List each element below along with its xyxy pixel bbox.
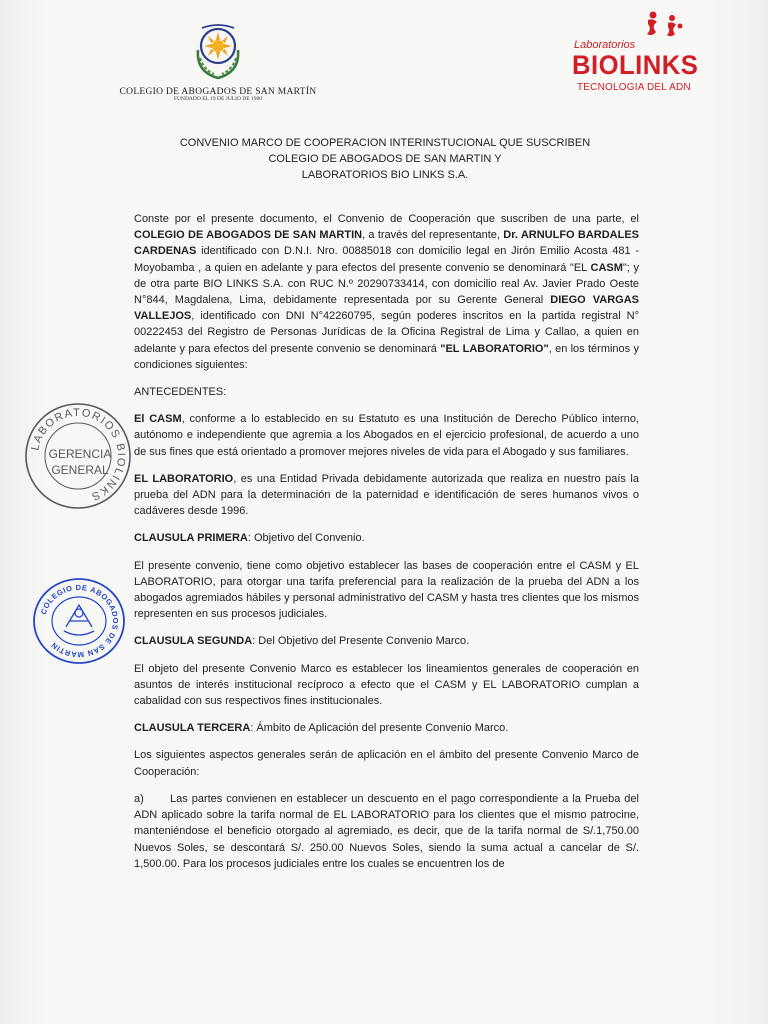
clausula-tercera-heading: CLAUSULA TERCERA: Ámbito de Aplicación del presente Convenio Marco. (134, 722, 509, 735)
gerencia-stamp-ring-text: LABORATORIOS BIOLINKS (29, 406, 128, 503)
antecedentes-heading: ANTECEDENTES: (134, 386, 227, 399)
antecedentes-laboratorio-paragraph: EL LABORATORIO, es una Entidad Privada debidamente autorizada que realiza en nuestro país la prueba del ADN para la determinación de la paternidad e identificación de seres humanos vivos o cadáveres desde 1996. (134, 472, 639, 518)
item-a-paragraph: a) Las partes convienen en establecer un descuento en el pago correspondiente a la Prueba del ADN aplicado sobre la tarifa normal de EL LABORATORIO para los clientes que el mismo patrocine, manteniéndose el beneficio otorgado al agremiado, es decir, que de la tarifa normal de S/.1,750.00 Nuevos Soles, se descontará S/. 250.00 Nuevos Soles, siendo la suma actual a cancelar de S/. 1,500.00. Para los procesos judiciales entre los cuales se encuentren los de (134, 792, 639, 870)
title-line-3: LABORATORIOS BIO LINKS S.A. (301, 169, 469, 181)
document-body (134, 211, 639, 883)
casm-logo (108, 20, 328, 102)
title-line-2: COLEGIO DE ABOGADOS DE SAN MARTIN Y (268, 153, 502, 165)
clausula-tercera-text: Los siguientes aspectos generales serán de aplicación en el ámbito del presente Convenio Marco de Cooperación: (134, 749, 639, 778)
item-a-marker: a) (134, 792, 144, 805)
dna-figures-icon (642, 10, 686, 42)
clausula-primera-heading: CLAUSULA PRIMERA: Objetivo del Convenio. (134, 532, 365, 545)
intro-paragraph: Conste por el presente documento, el Convenio de Cooperación que suscriben de una parte, el COLEGIO DE ABOGADOS DE SAN MARTIN, a través del representante, Dr. ARNULFO BARDALES CARDENAS identificado con D.N.I. Nro. 00885018 con domicilio legal en Jirón Emilio Acosta 481 - Moyobamba , a quien en adelante y para efectos del presente convenio se denominará "EL CASM"; y de otra parte BIO LINKS S.A. con RUC N.º 20290733414, con domicilio real Av. Javier Prado Oeste N°844, Magdalena, Lima, debidamente representada por su Gerente General DIEGO VARGAS VALLEJOS, identificado con DNI N°42260795, según poderes inscritos en la partida registral N° 00222453 del Registro de Personas Jurídicas de la Oficina Registral de Lima y Callao, a quien en adelante y para efectos del presente convenio se denominará "EL LABORATORIO", en los términos y condiciones siguientes: (134, 213, 640, 371)
biolinks-tagline: TECNOLOGIA DEL ADN (577, 82, 691, 93)
clausula-segunda-text: El objeto del presente Convenio Marco es establecer los lineamientos generales de cooperación en asuntos de interés institucional recíproco a efecto que el CASM y EL LABORATORIO cumplan a cabalidad con sus respectivos fines institucionales. (134, 662, 639, 708)
clausula-primera-text: El presente convenio, tiene como objetivo establecer las bases de cooperación entre el CASM y EL LABORATORIO, para otorgar una tarifa preferencial para la realización de la prueba del ADN a los abogados agremiados hábiles y personal administrativo del CASM y hasta tres clientes que los mismos representen en sus procesos judiciales. (134, 559, 639, 621)
biolinks-name: BIOLINKS (572, 50, 699, 80)
biolinks-small-label: Laboratorios (574, 39, 636, 51)
gerencia-stamp-line-1: GERENCIA (48, 447, 112, 461)
title-line-1: CONVENIO MARCO DE COOPERACION INTERINSTUCIONAL QUE SUSCRIBEN (179, 137, 591, 149)
antecedentes-casm-paragraph: El CASM, conforme a lo establecido en su Estatuto es una Institución de Derecho Público interno, autónomo e independiente que agremia a los Abogados en el ejercicio profesional, de acuerdo a uno de sus fines que está orientado a promover mejores niveles de vida para el Abogado y sus familiares. (134, 413, 639, 458)
casm-stamp-ring-text: COLEGIO DE ABOGADOS DE SAN MARTIN (38, 582, 121, 660)
clausula-segunda-heading: CLAUSULA SEGUNDA: Del Objetivo del Presente Convenio Marco. (134, 635, 470, 648)
casm-blue-stamp (30, 575, 128, 667)
casm-logo-name: COLEGIO DE ABOGADOS DE SAN MARTÍN (119, 87, 317, 97)
casm-logo-founded: FUNDADO EL 19 DE JULIO DE 1980 (173, 96, 263, 102)
gerencia-general-stamp (22, 400, 134, 512)
sun-emblem-icon (188, 20, 248, 82)
gerencia-stamp-line-2: GENERAL (51, 463, 109, 477)
biolinks-logo (570, 6, 700, 96)
document-title (140, 135, 630, 183)
